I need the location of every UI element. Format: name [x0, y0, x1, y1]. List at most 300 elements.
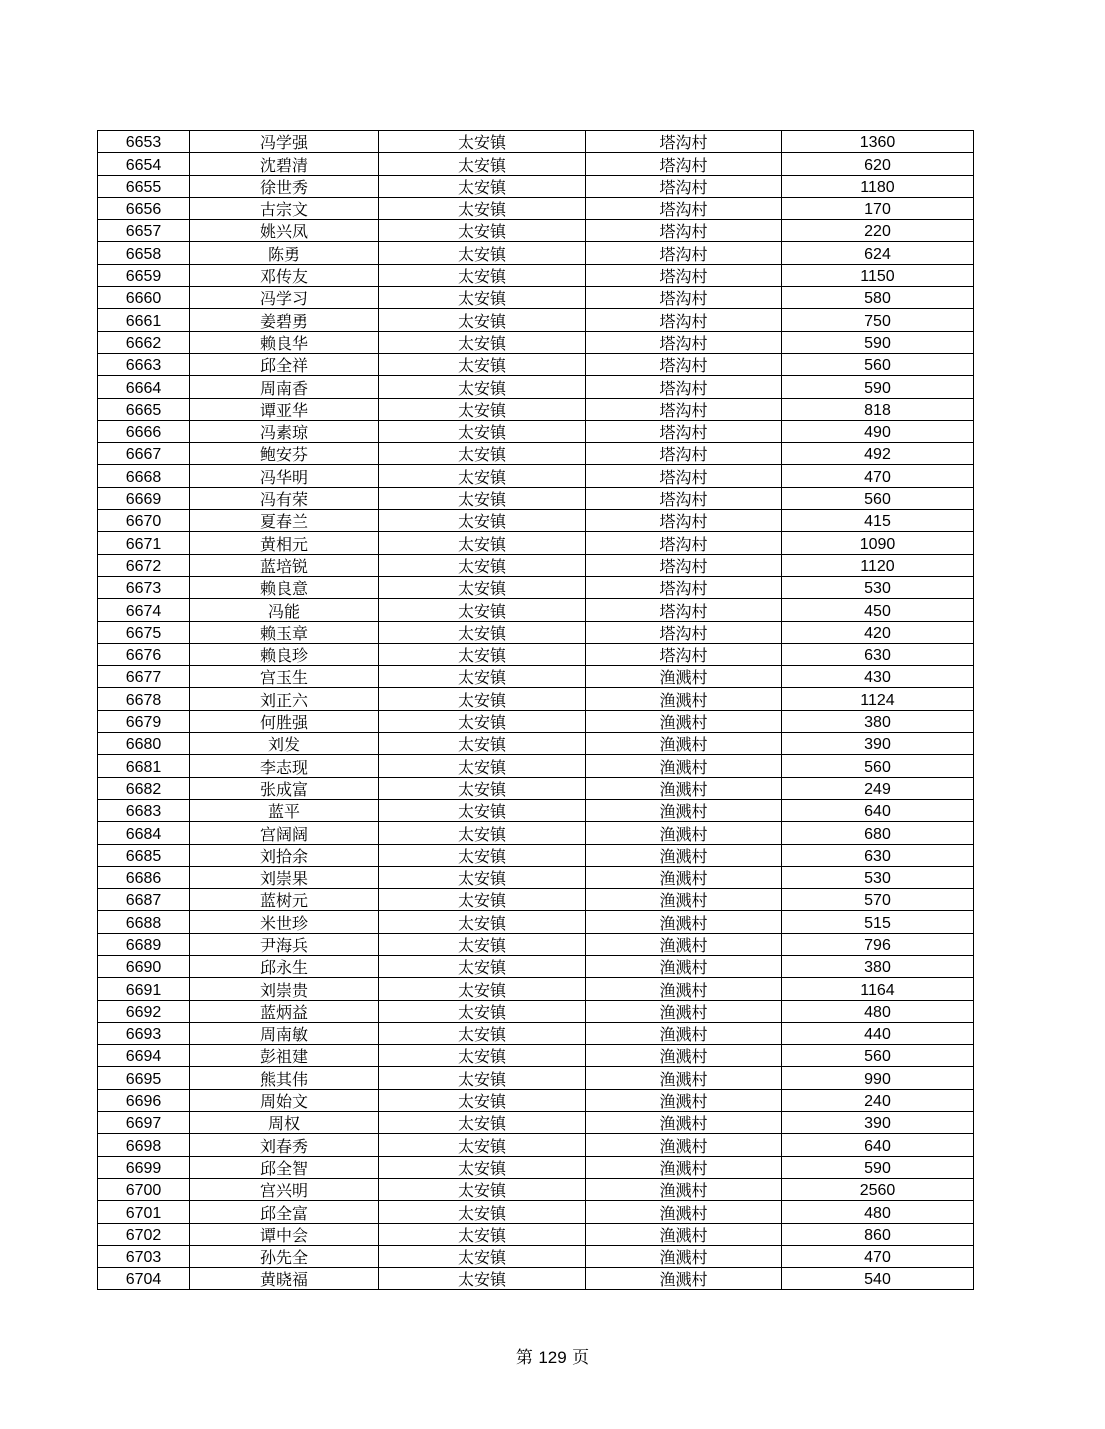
table-row	[98, 443, 974, 465]
cell-name: 姜碧勇	[190, 309, 379, 331]
cell-amount: 560	[782, 1045, 974, 1067]
cell-name: 周始文	[190, 1089, 379, 1111]
table-row	[98, 1268, 974, 1290]
cell-record-number: 6696	[98, 1089, 190, 1111]
table-row	[98, 1178, 974, 1200]
cell-record-number: 6669	[98, 487, 190, 509]
cell-record-number: 6702	[98, 1223, 190, 1245]
cell-record-number: 6664	[98, 376, 190, 398]
cell-town: 太安镇	[379, 420, 586, 442]
cell-town: 太安镇	[379, 1089, 586, 1111]
cell-amount: 530	[782, 576, 974, 598]
cell-name: 冯素琼	[190, 420, 379, 442]
cell-record-number: 6701	[98, 1201, 190, 1223]
table-row	[98, 1022, 974, 1044]
cell-record-number: 6654	[98, 153, 190, 175]
cell-name: 周南香	[190, 376, 379, 398]
cell-name: 刘春秀	[190, 1134, 379, 1156]
cell-town: 太安镇	[379, 376, 586, 398]
cell-record-number: 6687	[98, 889, 190, 911]
cell-town: 太安镇	[379, 175, 586, 197]
cell-name: 徐世秀	[190, 175, 379, 197]
table-row	[98, 889, 974, 911]
cell-record-number: 6659	[98, 264, 190, 286]
cell-village: 塔沟村	[586, 175, 782, 197]
table-row	[98, 755, 974, 777]
cell-record-number: 6699	[98, 1156, 190, 1178]
cell-name: 米世珍	[190, 911, 379, 933]
cell-name: 古宗文	[190, 197, 379, 219]
cell-name: 冯学习	[190, 287, 379, 309]
cell-town: 太安镇	[379, 1022, 586, 1044]
cell-town: 太安镇	[379, 844, 586, 866]
table-row	[98, 1245, 974, 1267]
cell-town: 太安镇	[379, 889, 586, 911]
cell-town: 太安镇	[379, 1067, 586, 1089]
cell-name: 冯华明	[190, 465, 379, 487]
cell-village: 塔沟村	[586, 197, 782, 219]
cell-town: 太安镇	[379, 576, 586, 598]
cell-name: 谭亚华	[190, 398, 379, 420]
cell-record-number: 6690	[98, 955, 190, 977]
cell-name: 蓝树元	[190, 889, 379, 911]
footer-page-number: 129	[538, 1348, 567, 1367]
cell-village: 塔沟村	[586, 131, 782, 153]
cell-amount: 249	[782, 777, 974, 799]
cell-amount: 590	[782, 376, 974, 398]
table-row	[98, 331, 974, 353]
cell-town: 太安镇	[379, 733, 586, 755]
table-row	[98, 978, 974, 1000]
cell-village: 渔溅村	[586, 866, 782, 888]
cell-village: 渔溅村	[586, 1134, 782, 1156]
cell-name: 蓝培锐	[190, 554, 379, 576]
table-row	[98, 844, 974, 866]
cell-name: 周南敏	[190, 1022, 379, 1044]
cell-town: 太安镇	[379, 955, 586, 977]
cell-amount: 818	[782, 398, 974, 420]
cell-record-number: 6685	[98, 844, 190, 866]
cell-amount: 560	[782, 487, 974, 509]
cell-record-number: 6666	[98, 420, 190, 442]
cell-record-number: 6698	[98, 1134, 190, 1156]
cell-name: 蓝炳益	[190, 1000, 379, 1022]
cell-amount: 480	[782, 1201, 974, 1223]
cell-name: 尹海兵	[190, 933, 379, 955]
cell-village: 渔溅村	[586, 1178, 782, 1200]
cell-name: 刘拾余	[190, 844, 379, 866]
cell-village: 塔沟村	[586, 287, 782, 309]
cell-town: 太安镇	[379, 978, 586, 1000]
table-row	[98, 420, 974, 442]
cell-record-number: 6668	[98, 465, 190, 487]
cell-village: 渔溅村	[586, 666, 782, 688]
cell-name: 孙先全	[190, 1245, 379, 1267]
cell-name: 冯有荣	[190, 487, 379, 509]
cell-record-number: 6671	[98, 532, 190, 554]
cell-town: 太安镇	[379, 1112, 586, 1134]
cell-town: 太安镇	[379, 911, 586, 933]
cell-name: 邱全富	[190, 1201, 379, 1223]
cell-town: 太安镇	[379, 1223, 586, 1245]
table-row	[98, 621, 974, 643]
cell-village: 塔沟村	[586, 376, 782, 398]
cell-record-number: 6660	[98, 287, 190, 309]
cell-town: 太安镇	[379, 242, 586, 264]
cell-village: 塔沟村	[586, 309, 782, 331]
table-row	[98, 1089, 974, 1111]
cell-town: 太安镇	[379, 599, 586, 621]
cell-village: 渔溅村	[586, 1156, 782, 1178]
cell-record-number: 6655	[98, 175, 190, 197]
cell-amount: 390	[782, 733, 974, 755]
cell-amount: 560	[782, 755, 974, 777]
cell-record-number: 6658	[98, 242, 190, 264]
table-row	[98, 175, 974, 197]
cell-amount: 590	[782, 331, 974, 353]
cell-amount: 680	[782, 822, 974, 844]
cell-town: 太安镇	[379, 353, 586, 375]
cell-amount: 1164	[782, 978, 974, 1000]
table-row	[98, 153, 974, 175]
cell-amount: 470	[782, 1245, 974, 1267]
cell-amount: 480	[782, 1000, 974, 1022]
cell-name: 鲍安芬	[190, 443, 379, 465]
table-row	[98, 309, 974, 331]
cell-record-number: 6679	[98, 710, 190, 732]
cell-town: 太安镇	[379, 933, 586, 955]
cell-village: 渔溅村	[586, 799, 782, 821]
cell-record-number: 6653	[98, 131, 190, 153]
cell-amount: 2560	[782, 1178, 974, 1200]
cell-record-number: 6665	[98, 398, 190, 420]
cell-village: 渔溅村	[586, 1245, 782, 1267]
table-row	[98, 666, 974, 688]
cell-town: 太安镇	[379, 1000, 586, 1022]
cell-amount: 380	[782, 710, 974, 732]
cell-village: 塔沟村	[586, 554, 782, 576]
cell-amount: 860	[782, 1223, 974, 1245]
cell-town: 太安镇	[379, 487, 586, 509]
cell-village: 渔溅村	[586, 1022, 782, 1044]
cell-village: 塔沟村	[586, 242, 782, 264]
table-row	[98, 688, 974, 710]
cell-record-number: 6691	[98, 978, 190, 1000]
table-row	[98, 242, 974, 264]
cell-amount: 415	[782, 510, 974, 532]
cell-town: 太安镇	[379, 1178, 586, 1200]
cell-town: 太安镇	[379, 1201, 586, 1223]
cell-amount: 170	[782, 197, 974, 219]
cell-village: 塔沟村	[586, 420, 782, 442]
cell-town: 太安镇	[379, 666, 586, 688]
cell-amount: 796	[782, 933, 974, 955]
table-row	[98, 1112, 974, 1134]
table-row	[98, 1201, 974, 1223]
cell-record-number: 6684	[98, 822, 190, 844]
cell-amount: 640	[782, 1134, 974, 1156]
table-row	[98, 643, 974, 665]
table-row	[98, 1156, 974, 1178]
cell-name: 宫阔阔	[190, 822, 379, 844]
cell-amount: 390	[782, 1112, 974, 1134]
cell-name: 赖玉章	[190, 621, 379, 643]
cell-amount: 420	[782, 621, 974, 643]
cell-town: 太安镇	[379, 822, 586, 844]
cell-village: 渔溅村	[586, 933, 782, 955]
cell-amount: 624	[782, 242, 974, 264]
cell-amount: 1090	[782, 532, 974, 554]
cell-town: 太安镇	[379, 777, 586, 799]
cell-name: 沈碧清	[190, 153, 379, 175]
cell-record-number: 6692	[98, 1000, 190, 1022]
cell-village: 塔沟村	[586, 532, 782, 554]
table-row	[98, 1045, 974, 1067]
cell-name: 何胜强	[190, 710, 379, 732]
cell-amount: 1360	[782, 131, 974, 153]
cell-record-number: 6674	[98, 599, 190, 621]
cell-name: 黄相元	[190, 532, 379, 554]
cell-record-number: 6700	[98, 1178, 190, 1200]
cell-name: 张成富	[190, 777, 379, 799]
cell-name: 蓝平	[190, 799, 379, 821]
cell-town: 太安镇	[379, 153, 586, 175]
cell-amount: 620	[782, 153, 974, 175]
cell-town: 太安镇	[379, 1268, 586, 1290]
cell-village: 渔溅村	[586, 822, 782, 844]
cell-village: 渔溅村	[586, 1089, 782, 1111]
cell-name: 邱永生	[190, 955, 379, 977]
cell-amount: 440	[782, 1022, 974, 1044]
cell-amount: 750	[782, 309, 974, 331]
cell-village: 渔溅村	[586, 1223, 782, 1245]
cell-village: 塔沟村	[586, 465, 782, 487]
cell-amount: 560	[782, 353, 974, 375]
cell-record-number: 6673	[98, 576, 190, 598]
table-row	[98, 532, 974, 554]
cell-village: 塔沟村	[586, 599, 782, 621]
cell-amount: 380	[782, 955, 974, 977]
cell-village: 塔沟村	[586, 443, 782, 465]
cell-town: 太安镇	[379, 287, 586, 309]
table-row	[98, 465, 974, 487]
cell-village: 渔溅村	[586, 1045, 782, 1067]
cell-town: 太安镇	[379, 1134, 586, 1156]
cell-village: 渔溅村	[586, 1112, 782, 1134]
cell-town: 太安镇	[379, 755, 586, 777]
cell-town: 太安镇	[379, 220, 586, 242]
table-row	[98, 487, 974, 509]
cell-name: 刘崇果	[190, 866, 379, 888]
table-row	[98, 220, 974, 242]
cell-record-number: 6683	[98, 799, 190, 821]
cell-town: 太安镇	[379, 264, 586, 286]
cell-name: 邱全智	[190, 1156, 379, 1178]
cell-amount: 630	[782, 643, 974, 665]
cell-amount: 570	[782, 889, 974, 911]
table-row	[98, 599, 974, 621]
footer-suffix: 页	[572, 1348, 590, 1368]
cell-town: 太安镇	[379, 398, 586, 420]
cell-record-number: 6704	[98, 1268, 190, 1290]
cell-amount: 490	[782, 420, 974, 442]
cell-amount: 240	[782, 1089, 974, 1111]
cell-record-number: 6682	[98, 777, 190, 799]
footer-prefix: 第	[515, 1348, 533, 1368]
cell-village: 渔溅村	[586, 844, 782, 866]
cell-amount: 580	[782, 287, 974, 309]
cell-record-number: 6693	[98, 1022, 190, 1044]
table-row	[98, 1223, 974, 1245]
cell-town: 太安镇	[379, 554, 586, 576]
cell-record-number: 6681	[98, 755, 190, 777]
cell-record-number: 6680	[98, 733, 190, 755]
cell-name: 赖良华	[190, 331, 379, 353]
cell-village: 塔沟村	[586, 576, 782, 598]
cell-name: 刘正六	[190, 688, 379, 710]
cell-town: 太安镇	[379, 510, 586, 532]
table-row	[98, 576, 974, 598]
cell-amount: 640	[782, 799, 974, 821]
cell-amount: 220	[782, 220, 974, 242]
cell-name: 赖良意	[190, 576, 379, 598]
cell-village: 渔溅村	[586, 755, 782, 777]
cell-town: 太安镇	[379, 1156, 586, 1178]
cell-village: 渔溅村	[586, 710, 782, 732]
cell-town: 太安镇	[379, 621, 586, 643]
cell-village: 渔溅村	[586, 1268, 782, 1290]
cell-record-number: 6695	[98, 1067, 190, 1089]
cell-village: 渔溅村	[586, 1201, 782, 1223]
cell-record-number: 6657	[98, 220, 190, 242]
cell-record-number: 6675	[98, 621, 190, 643]
cell-town: 太安镇	[379, 688, 586, 710]
cell-name: 周权	[190, 1112, 379, 1134]
cell-record-number: 6656	[98, 197, 190, 219]
cell-village: 渔溅村	[586, 955, 782, 977]
cell-name: 陈勇	[190, 242, 379, 264]
cell-village: 渔溅村	[586, 889, 782, 911]
cell-record-number: 6663	[98, 353, 190, 375]
table-row	[98, 1000, 974, 1022]
table-row	[98, 933, 974, 955]
cell-village: 塔沟村	[586, 220, 782, 242]
table-row	[98, 376, 974, 398]
cell-village: 塔沟村	[586, 353, 782, 375]
table-row	[98, 287, 974, 309]
cell-amount: 530	[782, 866, 974, 888]
table-row	[98, 398, 974, 420]
cell-village: 塔沟村	[586, 643, 782, 665]
cell-name: 夏春兰	[190, 510, 379, 532]
cell-name: 刘崇贵	[190, 978, 379, 1000]
table-row	[98, 733, 974, 755]
cell-village: 塔沟村	[586, 331, 782, 353]
cell-record-number: 6670	[98, 510, 190, 532]
cell-village: 渔溅村	[586, 733, 782, 755]
cell-record-number: 6672	[98, 554, 190, 576]
cell-town: 太安镇	[379, 1045, 586, 1067]
page-footer	[0, 1343, 1105, 1368]
register-table	[97, 130, 974, 1290]
table-row	[98, 510, 974, 532]
cell-name: 黄晓福	[190, 1268, 379, 1290]
cell-record-number: 6678	[98, 688, 190, 710]
cell-village: 渔溅村	[586, 688, 782, 710]
table-row	[98, 197, 974, 219]
table-row	[98, 1067, 974, 1089]
table-row	[98, 822, 974, 844]
cell-name: 赖良珍	[190, 643, 379, 665]
cell-village: 渔溅村	[586, 1000, 782, 1022]
cell-town: 太安镇	[379, 443, 586, 465]
cell-town: 太安镇	[379, 1245, 586, 1267]
table-row	[98, 710, 974, 732]
cell-village: 塔沟村	[586, 153, 782, 175]
cell-amount: 515	[782, 911, 974, 933]
table-row	[98, 554, 974, 576]
table-row	[98, 866, 974, 888]
cell-village: 塔沟村	[586, 621, 782, 643]
cell-name: 冯学强	[190, 131, 379, 153]
cell-village: 塔沟村	[586, 264, 782, 286]
cell-amount: 540	[782, 1268, 974, 1290]
cell-amount: 470	[782, 465, 974, 487]
cell-town: 太安镇	[379, 331, 586, 353]
register-table-body	[98, 131, 974, 1290]
cell-name: 邓传友	[190, 264, 379, 286]
table-row	[98, 955, 974, 977]
cell-record-number: 6676	[98, 643, 190, 665]
cell-village: 渔溅村	[586, 1067, 782, 1089]
cell-name: 彭祖建	[190, 1045, 379, 1067]
cell-amount: 1124	[782, 688, 974, 710]
cell-record-number: 6677	[98, 666, 190, 688]
table-row	[98, 353, 974, 375]
cell-name: 熊其伟	[190, 1067, 379, 1089]
cell-village: 渔溅村	[586, 911, 782, 933]
cell-record-number: 6688	[98, 911, 190, 933]
cell-amount: 630	[782, 844, 974, 866]
cell-record-number: 6689	[98, 933, 190, 955]
cell-record-number: 6694	[98, 1045, 190, 1067]
cell-name: 姚兴凤	[190, 220, 379, 242]
cell-town: 太安镇	[379, 866, 586, 888]
cell-record-number: 6667	[98, 443, 190, 465]
cell-name: 宫兴明	[190, 1178, 379, 1200]
cell-village: 渔溅村	[586, 777, 782, 799]
cell-amount: 450	[782, 599, 974, 621]
cell-town: 太安镇	[379, 131, 586, 153]
table-row	[98, 799, 974, 821]
cell-name: 刘发	[190, 733, 379, 755]
cell-village: 渔溅村	[586, 978, 782, 1000]
cell-town: 太安镇	[379, 799, 586, 821]
table-row	[98, 911, 974, 933]
cell-village: 塔沟村	[586, 487, 782, 509]
table-row	[98, 777, 974, 799]
table-row	[98, 264, 974, 286]
cell-name: 李志现	[190, 755, 379, 777]
cell-name: 冯能	[190, 599, 379, 621]
table-row	[98, 131, 974, 153]
cell-name: 谭中会	[190, 1223, 379, 1245]
cell-amount: 430	[782, 666, 974, 688]
cell-town: 太安镇	[379, 643, 586, 665]
cell-record-number: 6703	[98, 1245, 190, 1267]
cell-town: 太安镇	[379, 465, 586, 487]
cell-amount: 1120	[782, 554, 974, 576]
